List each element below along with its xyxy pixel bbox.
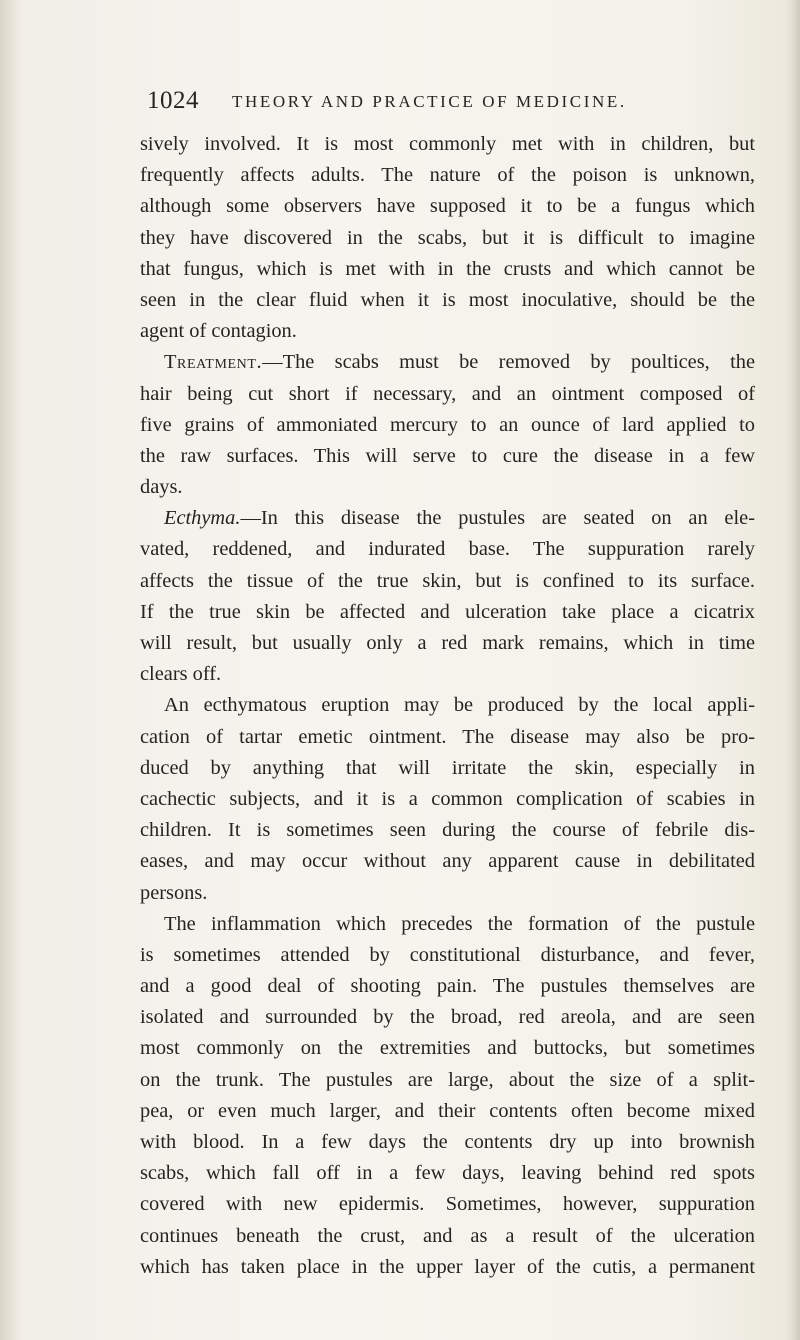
text-line: they have discovered in the scabs, but it is difficult to imagine <box>140 226 755 249</box>
text-line: duced by anything that will irritate the skin, especially in <box>140 756 755 779</box>
text-line: persons. <box>140 881 208 904</box>
text-line: An ecthymatous eruption may be produced by the local appli- <box>164 694 755 717</box>
text-line: affects the tissue of the true skin, but is confined to its surface. <box>140 569 755 592</box>
treatment-heading: Treatment. <box>164 351 263 374</box>
page-edge-shadow <box>784 0 800 1340</box>
text-line: scabs, which fall off in a few days, leaving behind red spots <box>140 1162 755 1185</box>
text-line: frequently affects adults. The nature of the poison is unknown, <box>140 164 755 187</box>
section-heading-line <box>140 503 755 534</box>
text-line: eases, and may occur without any apparent cause in debilitated <box>140 850 755 873</box>
section-heading-line <box>140 347 755 378</box>
text-line: which has taken place in the upper layer of the cutis, a permanent <box>140 1255 755 1278</box>
text-line: five grains of ammoniated mercury to an ounce of lard applied to <box>140 413 755 436</box>
text-line: is sometimes attended by constitutional disturbance, and fever, <box>140 943 755 966</box>
text-run: —In this disease the pustules are seated on an ele- <box>240 507 755 530</box>
text-line: days. <box>140 476 183 499</box>
page-header <box>147 86 767 122</box>
text-line: covered with new epidermis. Sometimes, however, suppuration <box>140 1193 755 1216</box>
text-line: The inflammation which precedes the formation of the pustule <box>164 912 755 935</box>
text-line: that fungus, which is met with in the crusts and which cannot be <box>140 257 755 280</box>
text-line: most commonly on the extremities and buttocks, but sometimes <box>140 1037 755 1060</box>
text-line: will result, but usually only a red mark remains, which in time <box>140 632 755 654</box>
text-line: children. It is sometimes seen during the course of febrile dis- <box>140 819 755 842</box>
text-line: hair being cut short if necessary, and an ointment composed of <box>140 382 755 405</box>
text-line: agent of contagion. <box>140 320 297 343</box>
text-line: pea, or even much larger, and their contents often become mixed <box>140 1099 755 1122</box>
text-line: on the trunk. The pustules are large, about the size of a split- <box>140 1068 755 1091</box>
text-line: sively involved. It is most commonly met with in children, but <box>140 133 755 155</box>
text-line: cachectic subjects, and it is a common complication of scabies in <box>140 787 755 810</box>
text-line: vated, reddened, and indurated base. The suppuration rarely <box>140 538 755 561</box>
text-line: the raw surfaces. This will serve to cure the disease in a few <box>140 444 755 467</box>
text-run: —The scabs must be removed by poultices, the <box>262 351 755 374</box>
text-line: If the true skin be affected and ulceration take place a cicatrix <box>140 600 755 623</box>
text-line: and a good deal of shooting pain. The pustules themselves are <box>140 975 755 998</box>
ecthyma-heading: Ecthyma. <box>164 507 241 530</box>
text-line: clears off. <box>140 663 222 686</box>
text-line: seen in the clear fluid when it is most inoculative, should be the <box>140 288 755 311</box>
text-line: although some observers have supposed it to be a fungus which <box>140 195 755 218</box>
text-line: cation of tartar emetic ointment. The disease may also be pro- <box>140 725 755 748</box>
text-line: with blood. In a few days the contents dry up into brownish <box>140 1131 755 1153</box>
running-title: THEORY AND PRACTICE OF MEDICINE. <box>232 92 627 111</box>
page-number: 1024 <box>147 87 199 114</box>
text-line: continues beneath the crust, and as a result of the ulceration <box>140 1224 755 1247</box>
body-text <box>140 129 755 1283</box>
page-gutter-shadow <box>0 0 22 1340</box>
text-line: isolated and surrounded by the broad, red areola, and are seen <box>140 1006 755 1029</box>
